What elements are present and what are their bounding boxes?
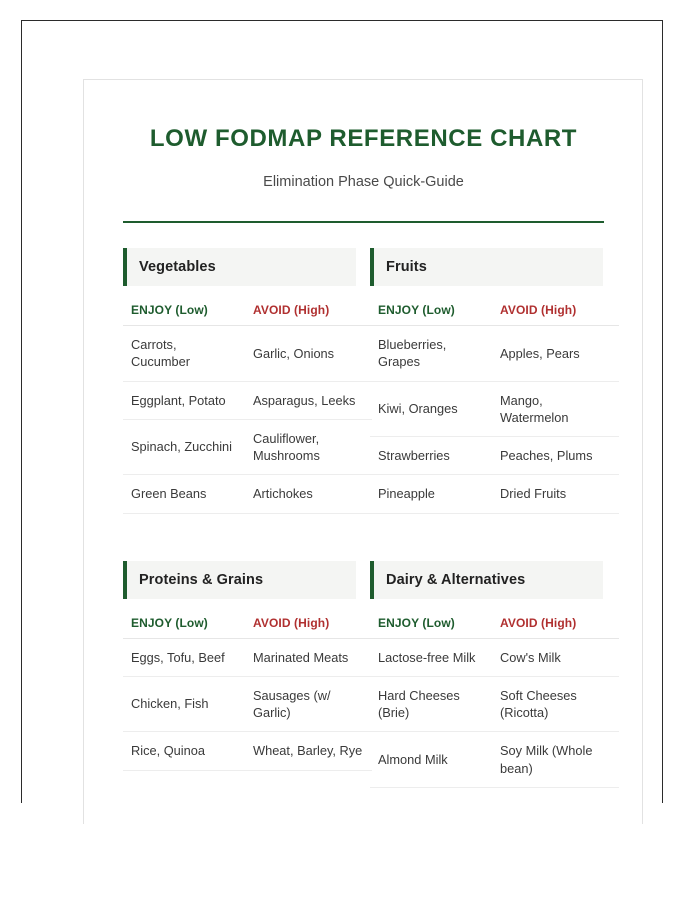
cell-avoid: Sausages (w/ Garlic) bbox=[245, 676, 372, 732]
cell-avoid: Marinated Meats bbox=[245, 638, 372, 676]
cell-avoid: Wheat, Barley, Rye bbox=[245, 732, 372, 770]
section-title: Vegetables bbox=[139, 258, 216, 275]
table-header-row bbox=[370, 286, 619, 326]
cell-enjoy: Blueberries, Grapes bbox=[370, 325, 492, 381]
table-row bbox=[370, 475, 619, 513]
page-content bbox=[123, 80, 604, 788]
column-header-avoid: AVOID (High) bbox=[492, 599, 619, 639]
section-title: Fruits bbox=[386, 258, 427, 275]
food-category-grid bbox=[123, 248, 604, 788]
title-divider bbox=[123, 221, 604, 223]
table-row bbox=[370, 638, 619, 676]
cell-avoid: Cow's Milk bbox=[492, 638, 619, 676]
cell-avoid: Garlic, Onions bbox=[245, 325, 372, 381]
cell-enjoy: Strawberries bbox=[370, 437, 492, 475]
cell-avoid: Dried Fruits bbox=[492, 475, 619, 513]
cell-avoid: Peaches, Plums bbox=[492, 437, 619, 475]
page-title: LOW FODMAP REFERENCE CHART bbox=[149, 125, 578, 152]
table-header-row bbox=[370, 599, 619, 639]
cell-avoid: Asparagus, Leeks bbox=[245, 381, 372, 419]
table-row bbox=[123, 475, 372, 513]
cell-avoid: Soft Cheeses (Ricotta) bbox=[492, 676, 619, 732]
cell-enjoy: Lactose-free Milk bbox=[370, 638, 492, 676]
table-row bbox=[370, 676, 619, 732]
cell-enjoy: Hard Cheeses (Brie) bbox=[370, 676, 492, 732]
cell-enjoy: Rice, Quinoa bbox=[123, 732, 245, 770]
food-table bbox=[123, 599, 372, 771]
food-section bbox=[370, 561, 603, 788]
table-row bbox=[123, 638, 372, 676]
column-header-enjoy: ENJOY (Low) bbox=[370, 286, 492, 326]
cell-avoid: Artichokes bbox=[245, 475, 372, 513]
table-row bbox=[370, 325, 619, 381]
table-row bbox=[123, 676, 372, 732]
table-row bbox=[123, 325, 372, 381]
cell-enjoy: Green Beans bbox=[123, 475, 245, 513]
section-title: Dairy & Alternatives bbox=[386, 571, 526, 588]
food-table bbox=[370, 286, 619, 514]
section-header bbox=[123, 248, 356, 286]
document-frame bbox=[21, 20, 663, 803]
column-header-enjoy: ENJOY (Low) bbox=[123, 599, 245, 639]
food-section bbox=[123, 561, 363, 788]
document-page-card bbox=[83, 79, 643, 824]
cell-enjoy: Spinach, Zucchini bbox=[123, 419, 245, 475]
column-header-avoid: AVOID (High) bbox=[492, 286, 619, 326]
section-header bbox=[370, 561, 603, 599]
cell-avoid: Soy Milk (Whole bean) bbox=[492, 732, 619, 788]
column-header-avoid: AVOID (High) bbox=[245, 599, 372, 639]
page-subtitle: Elimination Phase Quick-Guide bbox=[263, 173, 464, 190]
table-header-row bbox=[123, 599, 372, 639]
table-row bbox=[370, 437, 619, 475]
table-row bbox=[370, 381, 619, 437]
cell-enjoy: Kiwi, Oranges bbox=[370, 381, 492, 437]
cell-enjoy: Pineapple bbox=[370, 475, 492, 513]
food-table bbox=[370, 599, 619, 788]
food-table bbox=[123, 286, 372, 514]
table-row bbox=[123, 419, 372, 475]
column-header-enjoy: ENJOY (Low) bbox=[370, 599, 492, 639]
cell-avoid: Cauliflower, Mushrooms bbox=[245, 419, 372, 475]
cell-enjoy: Eggplant, Potato bbox=[123, 381, 245, 419]
cell-avoid: Apples, Pears bbox=[492, 325, 619, 381]
cell-enjoy: Eggs, Tofu, Beef bbox=[123, 638, 245, 676]
table-row bbox=[123, 732, 372, 770]
cell-enjoy: Chicken, Fish bbox=[123, 676, 245, 732]
table-row bbox=[123, 381, 372, 419]
food-section bbox=[123, 248, 356, 514]
cell-enjoy: Almond Milk bbox=[370, 732, 492, 788]
section-header bbox=[370, 248, 603, 286]
section-title: Proteins & Grains bbox=[139, 571, 264, 588]
table-header-row bbox=[123, 286, 372, 326]
food-section bbox=[370, 248, 603, 514]
cell-avoid: Mango, Watermelon bbox=[492, 381, 619, 437]
table-row bbox=[370, 732, 619, 788]
cell-enjoy: Carrots, Cucumber bbox=[123, 325, 245, 381]
section-header bbox=[123, 561, 356, 599]
column-header-avoid: AVOID (High) bbox=[245, 286, 372, 326]
column-header-enjoy: ENJOY (Low) bbox=[123, 286, 245, 326]
